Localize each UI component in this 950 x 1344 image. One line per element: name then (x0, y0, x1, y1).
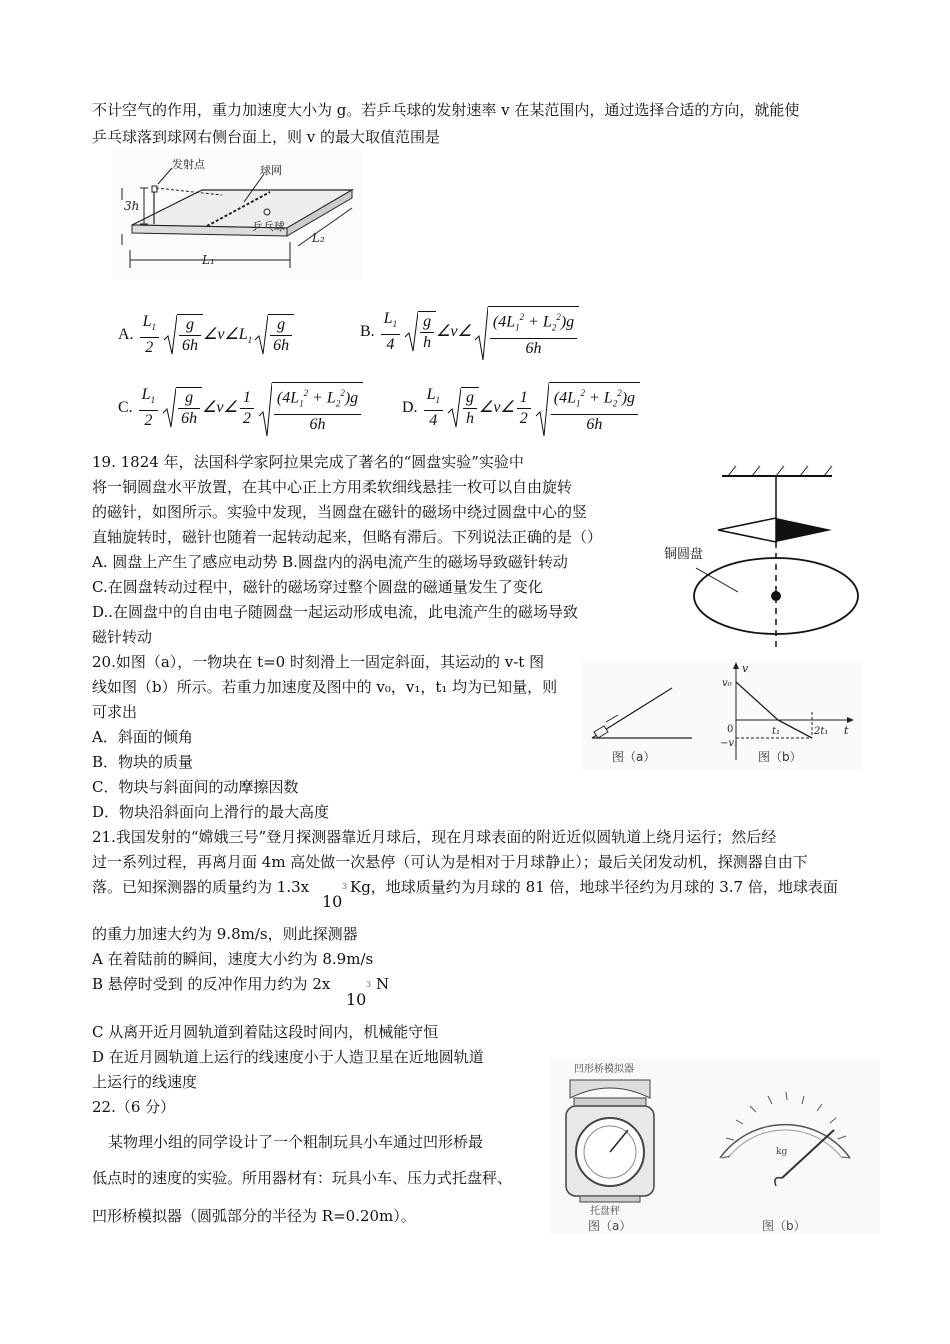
q20-line3: 可求出 (92, 703, 138, 721)
q19-line1: 19. 1824 年，法国科学家阿拉果完成了著名的“圆盘实验”实验中 (92, 453, 524, 471)
q19-disk-figure (660, 462, 870, 652)
q21-option-d-cont: 上运行的线速度 (92, 1073, 198, 1091)
q19-line3: 的磁针，如图所示。实验中发现，当圆盘在磁针的磁场中绕过圆盘中心的竖 (92, 503, 588, 521)
q20-option-a: A．斜面的倾角 (92, 728, 193, 746)
caption-a: 图（a） (588, 1219, 632, 1233)
2t1-label: 2t₁ (814, 726, 829, 737)
v1-label: −v₁ (720, 738, 739, 749)
q20-incline-figure (582, 660, 862, 770)
option-letter: C. (118, 398, 133, 416)
q20-line1: 20.如图（a），一物块在 t=0 时刻滑上一固定斜面，其运动的 v-t 图 (92, 653, 545, 671)
l2-label: L₂ (312, 231, 325, 245)
scale-label: 托盘秤 (590, 1206, 620, 1217)
q21-line3a: 落。已知探测器的质量约为 1.3x (92, 878, 310, 896)
q19-option-d: D..在圆盘中的自由电子随圆盘一起运动形成电流，此电流产生的磁场导致 (92, 603, 579, 621)
kg-unit-label: kg (776, 1147, 788, 1157)
q22-line3: 凹形桥模拟器（圆弧部分的半径为 R=0.20m）。 (92, 1207, 416, 1225)
q21-option-a: A 在着陆前的瞬间，速度大小约为 8.9m/s (92, 950, 374, 968)
copper-disk-label: 铜圆盘 (664, 547, 704, 562)
q18-option-b: B. $\frac{L_1}{4}$ $\frac{g}{h}$ ∠v∠ $\frac{(4L_1^2 + L_2^2)g}{6h}$ (360, 306, 579, 359)
q21-option-c: C 从离开近月圆轨道到着陆这段时间内，机械能守恒 (92, 1023, 439, 1041)
q21-line1: 21.我国发射的“嫦娥三号”登月探测器靠近月球后，现在月球表面的附近近似圆轨道上绕月运行；然后经 (92, 828, 777, 846)
q22-header: 22.（6 分） (92, 1098, 176, 1116)
q18-option-d: D. $\frac{L_1}{4}$ $\frac{g}{h}$ ∠v∠ $\frac{1}{2}$ $\frac{(4L_1^2 + L_2^2)g}{6h}$ (402, 382, 640, 435)
q22-scale-figure (550, 1058, 880, 1234)
option-letter: A. (118, 325, 134, 343)
q20-option-b: B．物块的质量 (92, 753, 194, 771)
q21-ten: 10 (322, 892, 343, 911)
q19-option-c: C.在圆盘转动过程中，磁针的磁场穿过整个圆盘的磁通量发生了变化 (92, 578, 543, 596)
q20-option-c: C．物块与斜面间的动摩擦因数 (92, 778, 299, 796)
q18-option-c: C. $\frac{L_1}{2}$ $\frac{g}{6h}$ ∠v∠ $\frac{1}{2}$ $\frac{(4L_1^2 + L_2^2)g}{6h}$ (118, 382, 363, 435)
v0-label: v₀ (722, 678, 732, 689)
q18-text-line2: 乒乓球落到球网右侧台面上，则 v 的最大取值范围是 (92, 128, 441, 146)
q21-line2: 过一系列过程，再离月面 4m 高处做一次悬停（可认为是相对于月球静止）；最后关闭发动机，探测器自由下 (92, 853, 808, 871)
q21-option-b-exponent: 3 (366, 980, 372, 989)
launch-point-label: 发射点 (172, 158, 205, 171)
q18-text-line1: 不计空气的作用，重力加速度大小为 g。若乒乓球的发射速率 v 在某范围内，通过选择合适的方向，就能使 (92, 101, 800, 119)
ball-label: 乒乓球 (252, 220, 285, 233)
q18-option-a: A. $\frac{L_1}{2}$ $\frac{g}{6h}$ $\angle v\angle L_1$ $\frac{g}{6h}$ (118, 312, 294, 358)
origin-label: 0 (727, 724, 734, 735)
caption-b: 图（b） (758, 750, 802, 764)
option-letter: D. (402, 398, 418, 416)
t1-label: t₁ (772, 726, 781, 737)
q20-option-d: D．物块沿斜面向上滑行的最大高度 (92, 803, 330, 821)
height-label: 3h (124, 199, 140, 213)
q22-line2: 低点时的速度的实验。所用器材有：玩具小车、压力式托盘秤、 (92, 1169, 513, 1187)
q19-option-d-cont: 磁针转动 (92, 628, 153, 646)
t-axis-label: t (844, 724, 849, 737)
q20-line2: 线如图（b）所示。若重力加速度及图中的 v₀，v₁，t₁ 均为已知量，则 (92, 678, 558, 696)
q19-line2: 将一铜圆盘水平放置，在其中心正上方用柔软细线悬挂一枚可以自由旋转 (92, 478, 573, 496)
q21-option-d: D 在近月圆轨道上运行的线速度小于人造卫星在近地圆轨道 (92, 1048, 484, 1066)
q21-line3b: Kg，地球质量约为月球的 81 倍，地球半径约为月球的 3.7 倍，地球表面 (350, 878, 838, 896)
caption-a: 图（a） (612, 750, 656, 764)
q21-option-b-unit: N (376, 975, 390, 993)
q19-line4: 直轴旋转时，磁针也随着一起转动起来，但略有滞后。下列说法正确的是（） (92, 528, 603, 546)
bridge-simulator-label: 凹形桥模拟器 (574, 1064, 634, 1075)
q18-table-figure (112, 150, 362, 280)
q21-exponent: 3 (342, 882, 348, 891)
q22-line1: 某物理小组的同学设计了一个粗制玩具小车通过凹形桥最 (108, 1133, 484, 1151)
option-letter: B. (360, 322, 375, 340)
net-label: 球网 (260, 164, 282, 177)
caption-b: 图（b） (762, 1219, 806, 1233)
q21-line4: 的重力加速大约为 9.8m/s，则此探测器 (92, 925, 358, 943)
v-axis-label: v (742, 662, 749, 675)
l1-label: L₁ (202, 253, 215, 267)
q21-option-b-ten: 10 (346, 990, 367, 1009)
q19-option-ab: A. 圆盘上产生了感应电动势 B.圆盘内的涡电流产生的磁场导致磁针转动 (92, 553, 568, 571)
q21-option-b: B 悬停时受到 的反冲作用力约为 2x (92, 975, 331, 993)
